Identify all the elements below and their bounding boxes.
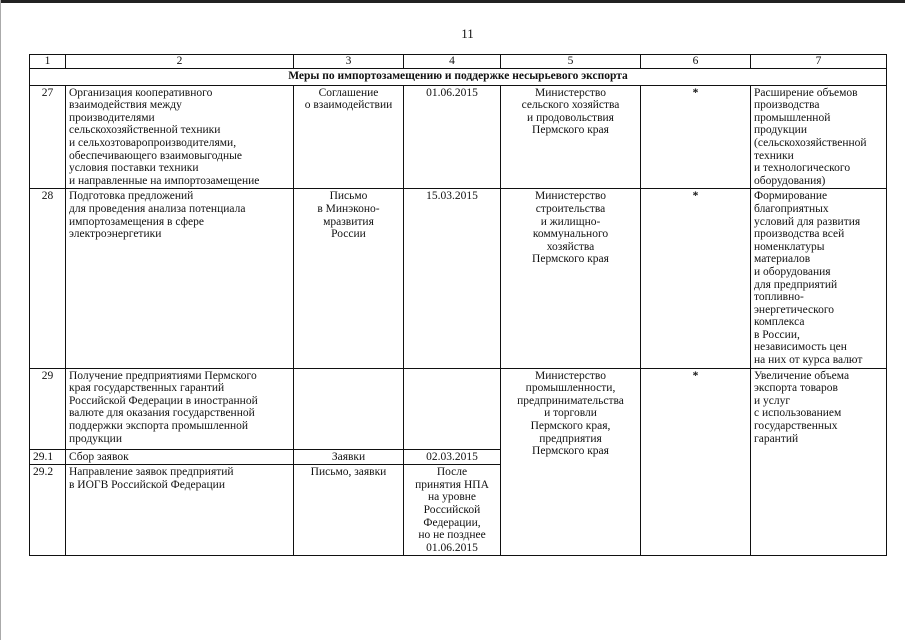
task-line: производителями	[69, 111, 155, 124]
responsible-line: Пермского края,	[530, 420, 611, 433]
responsible-line: промышленности,	[525, 382, 616, 395]
responsible-cell	[501, 189, 641, 368]
document-cell	[294, 465, 404, 556]
task-line: и направленные на импортозамещение	[69, 174, 260, 187]
task-cell	[66, 85, 294, 189]
result-line: номенклатуры	[754, 240, 825, 253]
task-cell	[66, 465, 294, 556]
document-line: в Минэконо-	[317, 202, 380, 215]
date-cell	[404, 368, 501, 449]
result-cell	[751, 368, 887, 556]
left-edge-line	[0, 0, 1, 640]
result-line: и оборудования	[754, 265, 831, 278]
column-6-mark: *	[641, 368, 751, 556]
document-line: Письмо, заявки	[310, 466, 387, 479]
date-line: 02.03.2015	[426, 450, 478, 463]
document-line: мразвития	[323, 215, 374, 228]
document-cell	[294, 189, 404, 368]
result-line: техники	[754, 149, 794, 162]
top-border-line	[0, 0, 905, 3]
responsible-line: Министерство	[535, 86, 606, 99]
date-line: 01.06.2015	[426, 541, 478, 554]
result-line: государственных	[754, 420, 838, 433]
result-cell	[751, 189, 887, 368]
responsible-cell	[501, 85, 641, 189]
date-cell	[404, 85, 501, 189]
column-header-7: 7	[751, 55, 887, 69]
measures-table	[29, 54, 887, 556]
responsible-line: коммунального	[532, 228, 609, 241]
result-line: комплекса	[754, 316, 805, 329]
column-6-mark: *	[641, 85, 751, 189]
document-cell	[294, 368, 404, 449]
result-line: Увеличение объема	[754, 369, 850, 382]
row-number: 27	[30, 85, 66, 189]
result-line: благоприятных	[754, 202, 829, 215]
result-line: Формирование	[754, 190, 828, 203]
result-line: экспорта товаров	[754, 382, 838, 395]
task-line: Организация кооперативного	[69, 86, 213, 99]
row-number: 29	[30, 368, 66, 449]
responsible-line: Министерство	[535, 190, 606, 203]
responsible-line: Пермского края	[532, 253, 609, 266]
row-number: 29.2	[30, 465, 66, 556]
result-line: продукции	[754, 124, 807, 137]
date-cell	[404, 465, 501, 556]
column-header-5: 5	[501, 55, 641, 69]
result-line: и услуг	[754, 394, 791, 407]
date-line: на уровне	[427, 491, 477, 504]
responsible-line: и продовольствия	[527, 111, 614, 124]
result-line: Расширение объемов	[754, 86, 858, 99]
task-line: поддержки экспорта промышленной	[69, 420, 249, 433]
date-cell	[404, 189, 501, 368]
responsible-cell	[501, 368, 641, 556]
section-title: Меры по импортозамещению и поддержке несырьевого экспорта	[30, 68, 887, 85]
column-6-mark: *	[641, 189, 751, 368]
responsible-line: хозяйства	[546, 240, 595, 253]
column-number-row	[30, 55, 887, 69]
task-line: импортозамещения в сфере	[69, 215, 204, 228]
task-line: условия поставки техники	[69, 162, 199, 175]
result-line: независимость цен	[754, 341, 847, 354]
task-line: сельскохозяйственной техники	[69, 124, 221, 137]
result-cell	[751, 85, 887, 189]
column-header-2: 2	[66, 55, 294, 69]
responsible-line: строительства	[535, 202, 606, 215]
task-line: края государственных гарантий	[69, 382, 225, 395]
date-cell	[404, 449, 501, 465]
responsible-line: предприятия	[539, 432, 602, 445]
document-cell	[294, 449, 404, 465]
task-line: валюте для оказания государственной	[69, 407, 255, 420]
document-line: России	[331, 228, 366, 241]
column-header-6: 6	[641, 55, 751, 69]
task-line: продукции	[69, 432, 122, 445]
table-row-29	[30, 368, 887, 449]
responsible-line: сельского хозяйства	[521, 99, 620, 112]
date-line: Российской	[423, 504, 481, 517]
responsible-line: Пермского края	[532, 124, 609, 137]
task-line: взаимодействия между	[69, 99, 182, 112]
date-line: 01.06.2015	[426, 86, 478, 99]
date-line: принятия НПА	[415, 478, 489, 491]
result-line: производства	[754, 99, 820, 112]
result-line: промышленной	[754, 111, 831, 124]
result-line: и технологического	[754, 162, 851, 175]
result-line: условий для развития	[754, 215, 861, 228]
task-cell	[66, 368, 294, 449]
result-line: с использованием	[754, 407, 842, 420]
task-line: Российской Федерации в иностранной	[69, 394, 258, 407]
task-line: для проведения анализа потенциала	[69, 202, 246, 215]
responsible-line: Пермского края	[532, 445, 609, 458]
result-line: материалов	[754, 253, 811, 266]
document-line: Соглашение	[318, 86, 379, 99]
result-line: энергетического	[754, 303, 835, 316]
date-line: но не позднее	[418, 529, 486, 542]
task-line: в ИОГВ Российской Федерации	[69, 478, 225, 491]
responsible-line: предпринимательства	[517, 394, 624, 407]
document-cell	[294, 85, 404, 189]
column-header-3: 3	[294, 55, 404, 69]
task-cell	[66, 449, 294, 465]
page-number: 11	[461, 26, 474, 41]
date-line: 15.03.2015	[426, 190, 478, 203]
result-line: для предприятий	[754, 278, 838, 291]
task-line: Получение предприятиями Пермского	[69, 369, 257, 382]
result-line: гарантий	[754, 432, 799, 445]
task-line: Сбор заявок	[69, 450, 129, 463]
responsible-line: и торговли	[544, 407, 597, 420]
result-line: (сельскохозяйственной	[754, 136, 867, 149]
result-line: оборудования)	[754, 174, 826, 187]
table-row-28	[30, 189, 887, 368]
task-line: Направление заявок предприятий	[69, 466, 234, 479]
row-number: 28	[30, 189, 66, 368]
task-line: обеспечивающего взаимовыгодные	[69, 149, 242, 162]
task-line: электроэнергетики	[69, 228, 162, 241]
column-header-1: 1	[30, 55, 66, 69]
column-header-4: 4	[404, 55, 501, 69]
task-line: Подготовка предложений	[69, 190, 194, 203]
result-line: в России,	[754, 328, 800, 341]
document-line: Письмо	[329, 190, 368, 203]
document-line: Заявки	[331, 450, 366, 463]
date-line: После	[436, 466, 468, 479]
document-line: о взаимодействии	[304, 99, 393, 112]
table-row-27	[30, 85, 887, 189]
responsible-line: Министерство	[535, 369, 606, 382]
result-line: на них от курса валют	[754, 354, 863, 367]
task-cell	[66, 189, 294, 368]
date-line: Федерации,	[423, 516, 481, 529]
task-line: и сельхозтоваропроизводителями,	[69, 136, 237, 149]
row-number: 29.1	[30, 449, 66, 465]
result-line: топливно-	[754, 291, 804, 304]
result-line: производства всей	[754, 228, 845, 241]
section-row	[30, 68, 887, 85]
responsible-line: и жилищно-	[540, 215, 601, 228]
